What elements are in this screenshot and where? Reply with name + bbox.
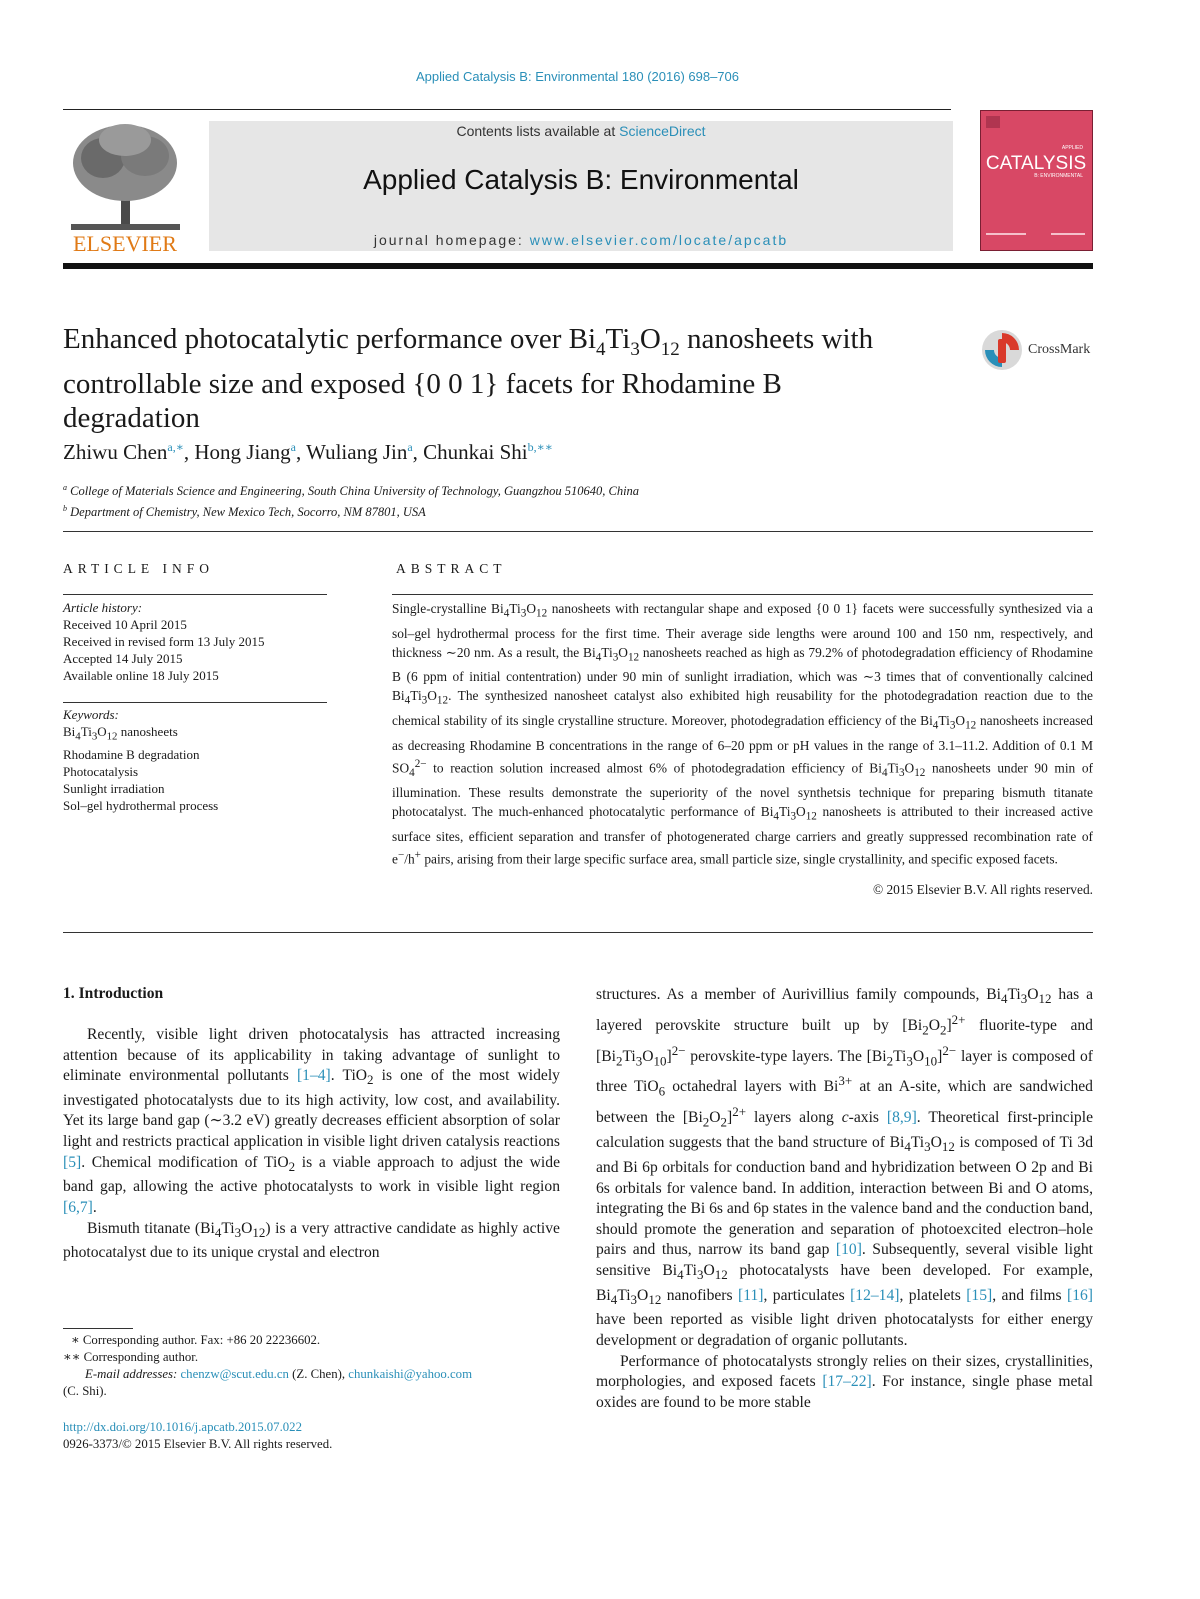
abstract-text: Single-crystalline $Bi_4Ti_3O_{12}$ nanosheets with rectangular shape and exposed {0 0 1} facets were successfully synthesized via a sol–gel hydrothermal process for the first time. Their average side lengths were around 100 and 150 nm, respectively, and thickness ∼20 nm. As a result, the $Bi_4Ti_3O_{12}$ nanosheets reached as high as 79.2% of photodegradation efficiency of Rhodamine B (6 ppm of initial contentration) under 90 min of sunlight irradiation, which was ∼3 times that of conventionally calcined $Bi_4Ti_3O_{12}$. The synthesized nanosheet catalyst also exhibited high reusability for the photodegradation reaction due to the chemical stability of its single crystalline structure. Moreover, photodegradation efficiency of the $Bi_4Ti_3O_{12}$ nanosheets increased as decreasing Rhodamine B concentrations in the range of 6–20 ppm or pH values in the range of 3.1–11.2. Addition of 0.1 M $SO_4^{2-}$ to reaction solution increased almost 6% of photodegradation efficiency of $Bi_4Ti_3O_{12}$ nanosheets under 90 min of illumination. These results demonstrate the superiority of the novel synthetsis technique for preparing bismuth titanate photocatalyst. The much-enhanced photocatalytic performance of $Bi_4Ti_3O_{12}$ nanosheets is attributed to their increased active surface sites, efficient separation and transfer of photogenerated charge carriers and greatly suppressed recombination rate of e−/h+ pairs, arising from their large specific surface area, small particle size, single crystallinity, and specific exposed facets. [392, 601, 1094, 866]
contents-line [209, 123, 953, 139]
title-line-1b: nanosheets with [679, 323, 874, 355]
citation-link[interactable]: [17–22] [822, 1373, 872, 1391]
author-4[interactable]: Chunkai Shi$^{b,∗∗}$ [423, 440, 553, 464]
email-link-chen[interactable]: chenzw@scut.edu.cn [180, 1367, 289, 1381]
citation-link[interactable]: [10] [835, 1241, 862, 1259]
abstract-copyright: © 2015 Elsevier B.V. All rights reserved. [872, 882, 1093, 897]
crossmark-label: CrossMark [1028, 342, 1091, 357]
history-accepted: Accepted 14 July 2015 [63, 651, 183, 666]
article-history [63, 599, 327, 684]
crossmark-badge[interactable] [980, 327, 1100, 373]
info-rule [63, 594, 327, 595]
footnote-rule [63, 1328, 133, 1329]
cover-small-bottom: B: ENVIRONMENTAL [1034, 173, 1083, 179]
intro-paragraph-2: Bismuth titanate $(Bi_4Ti_3O_{12})$ is a very attractive candidate as highly active photocatalyst due to its unique crystal and electron [63, 1219, 560, 1262]
header-thick-rule [63, 263, 1093, 269]
body-rule [63, 932, 1093, 933]
title-line-1a: Enhanced photocatalytic performance over Bi [63, 323, 597, 355]
doi-block [63, 1419, 560, 1453]
author-2[interactable]: Hong Jiang$^a$ [194, 440, 296, 464]
homepage-link[interactable]: www.elsevier.com/locate/apcatb [529, 232, 789, 248]
affiliations [63, 479, 963, 521]
section-rule [63, 531, 1093, 532]
journal-homepage [209, 232, 953, 248]
keyword-2: Rhodamine B degradation [63, 746, 200, 762]
journal-reference-link[interactable]: Applied Catalysis B: Environmental 180 (2016) 698–706 [415, 69, 740, 84]
keyword-1: $Bi_4Ti_3O_{12}$ nanosheets [63, 724, 178, 743]
keywords-rule [63, 702, 327, 703]
citation-link[interactable]: [15] [966, 1286, 993, 1304]
title-line-3: degradation [63, 401, 200, 434]
keyword-4: Sunlight irradiation [63, 780, 165, 796]
citation-link[interactable]: [1–4] [296, 1067, 331, 1085]
contents-prefix: Contents lists available at [456, 123, 620, 139]
keyword-3: Photocatalysis [63, 763, 139, 779]
intro-paragraph-3: Performance of photocatalysts strongly relies on their sizes, crystallinities, morphologies, and exposed facets [17–22]. For instance, single phase metal oxides are found to be more stable [596, 1352, 1093, 1411]
homepage-prefix: journal homepage: [373, 232, 530, 248]
article-title: Enhanced photocatalytic performance over $Bi_4Ti_3O_{12}$ nanosheets with controllable size and exposed {0 0 1} facets for Rhodamine B degradation [63, 322, 963, 435]
introduction-heading: 1. Introduction [63, 985, 164, 1002]
footnote-emails: E-mail addresses: chenzw@scut.edu.cn (Z. Chen), chunkaishi@yahoo.com [85, 1367, 473, 1381]
keyword-5: Sol–gel hydrothermal process [63, 797, 219, 813]
citation-link[interactable]: [12–14] [850, 1286, 900, 1304]
cover-graphic [981, 111, 1092, 250]
keywords [63, 706, 327, 814]
history-online: Available online 18 July 2015 [63, 668, 219, 683]
issn-line: 0926-3373/© 2015 Elsevier B.V. All rights reserved. [63, 1437, 333, 1451]
elsevier-tree-icon [63, 118, 188, 258]
author-list: Zhiwu Chen$^{a,∗}$, Hong Jiang$^a$, Wuliang Jin$^a$, Chunkai Shi$^{b,∗∗}$ [63, 440, 553, 464]
journal-cover-thumbnail[interactable] [980, 110, 1093, 251]
citation-link[interactable]: [5] [63, 1153, 82, 1171]
article-info-heading: ARTICLE INFO [63, 561, 215, 576]
title-line-2: controllable size and exposed {0 0 1} facets for Rhodamine B [63, 367, 782, 400]
crossmark-icon [980, 327, 1026, 373]
history-label: Article history: [63, 600, 143, 615]
header-rule [63, 109, 951, 110]
footnote-2: ∗∗ Corresponding author. [63, 1350, 199, 1364]
intro-paragraph-1: Recently, visible light driven photocatalysis has attracted increasing attention because of its applicability in taking advantage of sunlight to eliminate environmental pollutants [1–4]. TiO$_2$ is one of the most widely investigated photocatalysts due to its high activity, low cost, and availability. Yet its large band gap (∼3.2 eV) greatly decreases efficient absorption of solar light and restricts practical application in visible light driven catalysis reactions [5]. Chemical modification of TiO$_2$ is a viable approach to adjust the wide band gap, allowing the active photocatalysts to work in visible light region [6,7]. [63, 1026, 560, 1216]
doi-link[interactable]: http://dx.doi.org/10.1016/j.apcatb.2015.07.022 [63, 1420, 302, 1434]
history-revised: Received in revised form 13 July 2015 [63, 634, 265, 649]
publisher-logo-text: ELSEVIER [73, 231, 177, 256]
citation-link[interactable]: [8,9] [886, 1109, 917, 1127]
journal-title: Applied Catalysis B: Environmental [363, 164, 799, 195]
keywords-label: Keywords: [63, 707, 119, 722]
abstract-heading: ABSTRACT [396, 561, 507, 576]
abstract-rule [392, 594, 1093, 595]
sciencedirect-link[interactable]: ScienceDirect [619, 123, 706, 139]
elsevier-logo [63, 118, 188, 258]
cover-title: CATALYSIS [985, 153, 1087, 174]
footnote-1: ∗ Corresponding author. Fax: +86 20 22236602. [71, 1333, 321, 1347]
author-3[interactable]: Wuliang Jin$^a$ [306, 440, 413, 464]
affiliation-a: $^a$ College of Materials Science and Engineering, South China University of Technology, Guangzhou 510640, China [63, 483, 640, 499]
footnote-email-owner: (C. Shi). [63, 1384, 107, 1398]
body-column-right [596, 985, 1093, 1413]
citation-link[interactable]: [16] [1067, 1286, 1093, 1304]
citation-link[interactable]: [6,7] [63, 1198, 93, 1216]
email-link-shi[interactable]: chunkaishi@yahoo.com [348, 1367, 473, 1381]
intro-paragraph-2-cont: structures. As a member of Aurivillius family compounds, $Bi_4Ti_3O_{12}$ has a layered perovskite structure built up by $[Bi_2O_2]^{2+}$ fluorite-type and $[Bi_2Ti_3O_{10}]^{2-}$ perovskite-type layers. The $[Bi_2Ti_3O_{10}]^{2-}$ layer is composed of three TiO$_6$ octahedral layers with $Bi^{3+}$ at an A-site, which are sandwiched between the $[Bi_2O_2]^{2+}$ layers along c-axis [8,9]. Theoretical first-principle calculation suggests that the band structure of $Bi_4Ti_3O_{12}$ is composed of Ti 3d and Bi 6p orbitals for conduction band and hybridization between O 2p and Bi 6s orbitals for valence band. In addition, interaction between Bi and O atoms, integrating the Bi 6s and 6p states in the valence band and the conduction band, should promote the generation and separation of photoexcited electron–hole pairs and thus, narrow its band gap [10]. Subsequently, several visible light sensitive $Bi_4Ti_3O_{12}$ photocatalysts have been developed. For example, $Bi_4Ti_3O_{12}$ nanofibers [11], particulates [12–14], platelets [15], and films [16] have been reported as visible light driven photocatalysts for either energy development or degradation of organic pollutants. [596, 986, 1094, 1349]
affiliation-b: $^b$ Department of Chemistry, New Mexico Tech, Socorro, NM 87801, USA [63, 504, 426, 520]
cover-small-top: APPLIED [1061, 145, 1083, 151]
author-1[interactable]: Zhiwu Chen$^{a,∗}$ [63, 440, 184, 464]
footnotes [63, 1332, 560, 1400]
body-column-left [63, 1025, 560, 1264]
citation-link[interactable]: [11] [738, 1286, 764, 1304]
history-received: Received 10 April 2015 [63, 617, 187, 632]
